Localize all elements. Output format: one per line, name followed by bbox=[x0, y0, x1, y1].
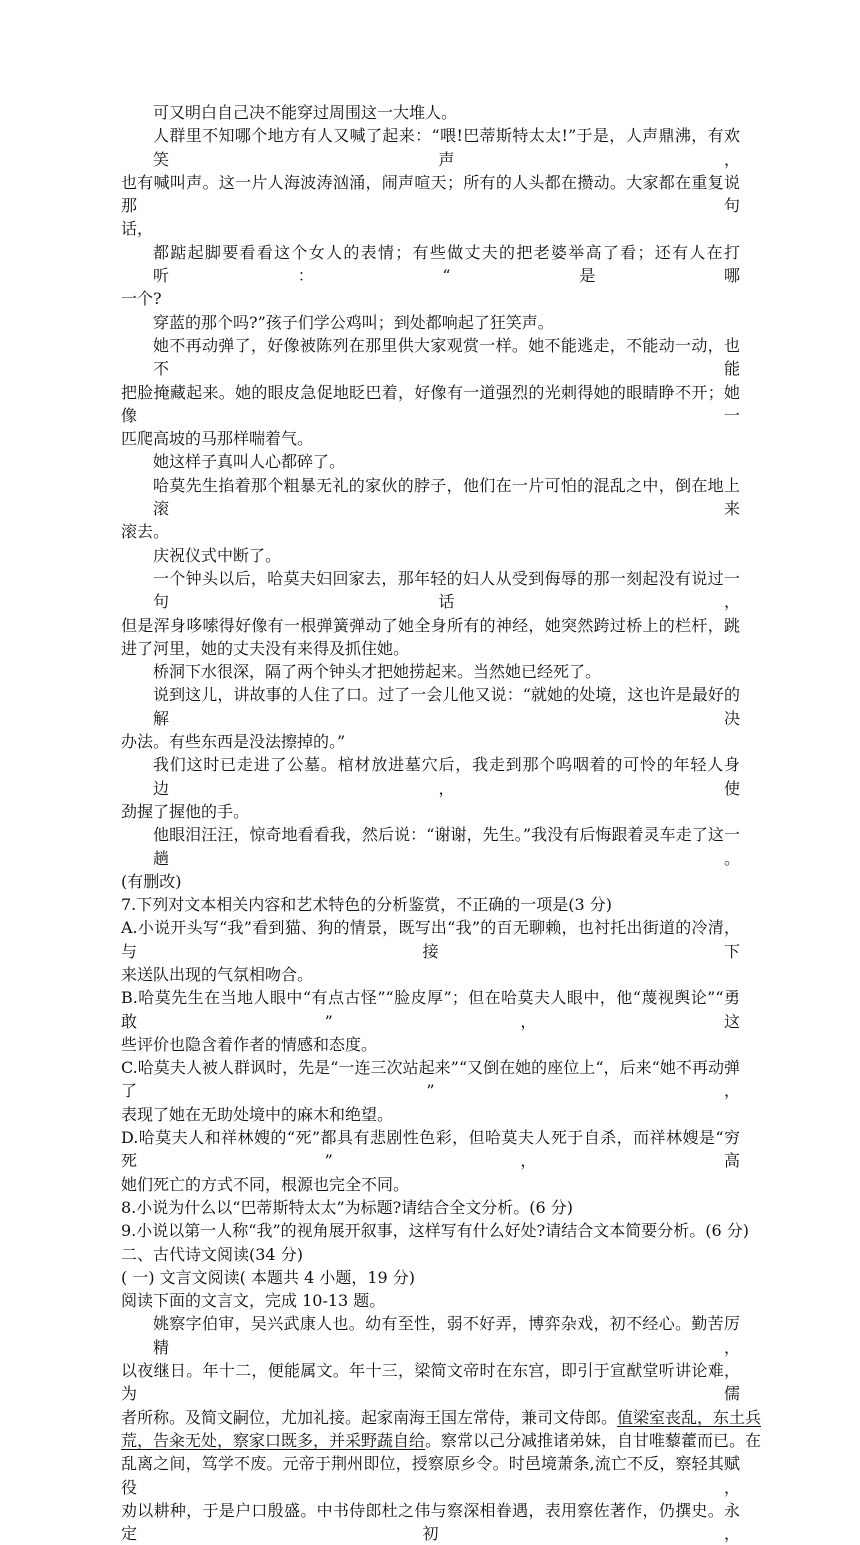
text-line: 一个? bbox=[121, 289, 162, 309]
subsection-heading: ( 一) 文言文阅读( 本题共 4 小题，19 分) bbox=[121, 1267, 416, 1287]
text-line: 说到这儿，讲故事的人住了口。过了一会儿他又说：“就她的处境，这也许是最好的解决 bbox=[153, 685, 740, 728]
text-line: 也有喊叫声。这一片人海波涛汹涌，闹声喧天；所有的人头都在攒动。大家都在重复说那句 bbox=[121, 172, 740, 216]
text-line: 都踮起脚要看看这个女人的表情；有些做丈夫的把老婆举高了看；还有人在打听：“是哪 bbox=[153, 242, 740, 286]
text-line: 她这样子真叫人心都碎了。 bbox=[153, 452, 346, 472]
underlined-sentence: 值梁室丧乱，东土兵 bbox=[617, 1407, 762, 1427]
option-c: C.哈莫夫人被人群讽时，先是“一连三次站起来”“又倒在她的座位上“，后来“她不再动弹了”， bbox=[121, 1058, 740, 1101]
option-a: A.小说开头写“我”看到猫、狗的情景，既写出“我”的百无聊赖，也衬托出街道的冷清，与接下 bbox=[121, 918, 740, 961]
question-7: 7.下列对文本相关内容和艺术特色的分析鉴赏，不正确的一项是(3 分) bbox=[121, 895, 613, 915]
classical-text-line bbox=[121, 1429, 762, 1452]
reading-instruction: 阅读下面的文言文，完成 10-13 题。 bbox=[121, 1291, 386, 1311]
plain-text: 者所称。及简文嗣位，尤加礼接。起家南海王国左常侍，兼司文侍郎。 bbox=[121, 1407, 618, 1427]
classical-text-line: 劝以耕种，于是户口殷盛。中书侍郎杜之伟与察深相眷遇，表用察佐著作，仍撰史。永定初， bbox=[121, 1500, 740, 1544]
question-9: 9.小说以第一人称“我”的视角展开叙事，这样写有什么好处?请结合文本简要分析。(6 分) bbox=[121, 1221, 749, 1241]
text-line: 话， bbox=[121, 219, 154, 239]
option-d: D.哈莫夫人和祥林嫂的“死”都具有悲剧性色彩，但哈莫夫人死于自杀，而祥林嫂是“穷死”，高 bbox=[121, 1128, 740, 1171]
option-c-cont: 表现了她在无助处境中的麻木和绝望。 bbox=[121, 1104, 394, 1124]
plain-text: 。察常以己分减推诸弟妹，自甘唯藜藿而已。在 bbox=[425, 1430, 762, 1450]
text-line: 穿蓝的那个吗?”孩子们学公鸡叫；到处都响起了狂笑声。 bbox=[153, 312, 554, 332]
classical-text-line: 乱离之间，笃学不废。元帝于荆州即位，授察原乡令。时邑境萧条,流亡不反，察轻其赋役， bbox=[121, 1454, 740, 1497]
text-line: 庆祝仪式中断了。 bbox=[153, 545, 282, 565]
classical-text-line: 姚察字伯审，吴兴武康人也。幼有至性，弱不好弄，博弈杂戏，初不经心。勤苦厉精， bbox=[153, 1314, 740, 1357]
text-line: 他眼泪汪汪，惊奇地看看我，然后说：“谢谢，先生。”我没有后悔跟着灵车走了这一趟。 bbox=[153, 825, 740, 868]
option-b: B.哈莫先生在当地人眼中“有点古怪”“脸皮厚”；但在哈莫夫人眼中，他“蔑视舆论”“勇敢”，这 bbox=[121, 988, 740, 1031]
text-line: 滚去。 bbox=[121, 522, 170, 542]
question-8: 8.小说为什么以“巴蒂斯特太太”为标题?请结合全文分析。(6 分) bbox=[121, 1197, 573, 1217]
text-line: 哈莫先生掐着那个粗暴无礼的家伙的脖子，他们在一片可怕的混乱之中，倒在地上滚来 bbox=[153, 475, 740, 519]
text-line: 把脸掩藏起来。她的眼皮急促地眨巴着，好像有一道强烈的光刺得她的眼睛睁不开；她像一 bbox=[121, 382, 740, 425]
text-line: 劲握了握他的手。 bbox=[121, 801, 250, 821]
text-line: 桥洞下水很深，隔了两个钟头才把她捞起来。当然她已经死了。 bbox=[153, 662, 602, 682]
text-line: 但是浑身哆嗦得好像有一根弹簧弹动了她全身所有的神经，她突然跨过桥上的栏杆，跳 bbox=[121, 615, 740, 635]
text-line: 可又明白自己决不能穿过周围这一大堆人。 bbox=[153, 103, 458, 122]
text-line: 办法。有些东西是没法擦掉的。” bbox=[121, 732, 346, 752]
text-line: 一个钟头以后，哈莫夫妇回家去，那年轻的妇人从受到侮辱的那一刻起没有说过一句话， bbox=[153, 568, 740, 612]
text-line: 她不再动弹了，好像被陈列在那里供大家观赏一样。她不能逃走，不能动一动，也不能 bbox=[153, 335, 740, 379]
option-a-cont: 来送队出现的气氛相吻合。 bbox=[121, 964, 314, 984]
text-line: 人群里不知哪个地方有人又喊了起来：“喂!巴蒂斯特太太!”于是，人声鼎沸，有欢笑声， bbox=[153, 126, 740, 169]
text-line: 匹爬高坡的马那样喘着气。 bbox=[121, 429, 314, 449]
classical-text-line: 以夜继日。年十二，便能属文。年十三，梁简文帝时在东宫，即引于宣猷堂听讲论难，为儒 bbox=[121, 1361, 740, 1404]
text-line: 我们这时已走进了公墓。棺材放进墓穴后，我走到那个呜咽着的可怜的年轻人身边，使 bbox=[153, 755, 740, 798]
text-line: (有删改) bbox=[121, 871, 182, 891]
option-b-cont: 些评价也隐含着作者的情感和态度。 bbox=[121, 1034, 378, 1054]
text-line: 进了河里，她的丈夫没有来得及抓住她。 bbox=[121, 638, 410, 658]
classical-text-line bbox=[121, 1406, 762, 1429]
section-heading: 二、古代诗文阅读(34 分) bbox=[121, 1244, 303, 1264]
underlined-sentence: 荒，告籴无处，察家口既多，并采野蔬自给 bbox=[121, 1430, 426, 1450]
option-d-cont: 她们死亡的方式不同，根源也完全不同。 bbox=[121, 1174, 410, 1194]
